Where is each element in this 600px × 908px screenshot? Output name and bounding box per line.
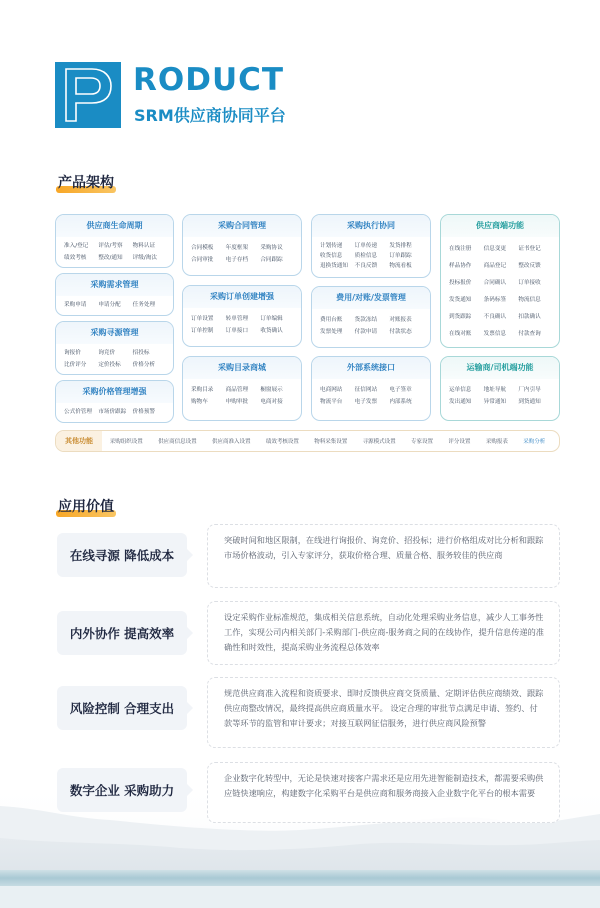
- module-card-price-management: [55, 380, 174, 423]
- module-card-external-interfaces: [311, 356, 431, 421]
- value-desc-online-sourcing: 突破时间和地区限制，在线进行询报价、询竞价、招投标；进行价格组成对比分析和跟踪市场价格波动，引入专家评分，获取价格合理、质量合格、服务较佳的供应商: [207, 524, 560, 588]
- module-card-execution: [311, 214, 431, 278]
- card-item: 条码标签: [483, 297, 507, 303]
- card-item: 公式价管理: [64, 409, 92, 415]
- module-card-billing: [311, 286, 431, 348]
- card-items: [56, 237, 173, 267]
- card-item: 准入/登记: [64, 243, 89, 249]
- card-item: 厂内引导: [518, 387, 541, 393]
- card-title: 采购执行协同: [312, 215, 430, 237]
- card-item: 对账报表: [389, 317, 412, 323]
- value-desc-collaboration: 设定采购作业标准规范，集成相关信息系统，自动化处理采购业务信息，减少人工事务性工作，实现公司内相关部门-采购部门-供应商-服务商之间的在线协作，提升信息传递的准确性和时效性，提高采购业务流程总体效率: [207, 601, 560, 665]
- card-item: 付款申请: [354, 329, 378, 335]
- card-item: 发票信息: [483, 331, 507, 337]
- card-item: 付款状态: [389, 329, 412, 335]
- module-card-supplier-lifecycle: [55, 214, 174, 268]
- card-title: 采购价格管理增强: [56, 381, 173, 403]
- card-item: 价格预警: [132, 409, 156, 415]
- logo-p-icon: [55, 62, 121, 128]
- card-item: 订单设置: [191, 316, 214, 322]
- card-item: 不良确认: [483, 314, 507, 320]
- card-title: 采购目录商城: [183, 357, 301, 379]
- card-item: 订单传递: [354, 243, 378, 249]
- value-heading: [56, 496, 116, 516]
- card-title: 运输商/司机端功能: [441, 357, 559, 379]
- card-item: 采购申请: [64, 302, 87, 308]
- module-card-purchase-demand: [55, 273, 174, 316]
- card-item: 物流信息: [518, 297, 541, 303]
- card-item: 收货确认: [260, 328, 283, 334]
- brand-subtitle: SRM供应商协同平台: [134, 106, 286, 125]
- card-items: [312, 379, 430, 411]
- card-items: [56, 344, 173, 374]
- card-item: 计划传递: [320, 243, 343, 249]
- card-item: 发票处理: [320, 329, 343, 335]
- other-function-item: 采购组织设置: [109, 439, 143, 445]
- card-item: 物料认证: [132, 243, 156, 249]
- card-item: 年度框架: [225, 245, 249, 251]
- architecture-heading: [56, 172, 116, 192]
- card-item: 不良反馈: [354, 263, 378, 269]
- value-title-collaboration: 内外协作 提高效率: [57, 611, 187, 655]
- card-title: 供应商生命周期: [56, 215, 173, 237]
- card-item: 询报价: [64, 350, 81, 356]
- card-title: 采购订单创建增强: [183, 286, 301, 308]
- card-item: 合同审批: [191, 257, 214, 263]
- card-item: 合同跟踪: [260, 257, 283, 263]
- card-item: 绩效考核: [64, 255, 87, 261]
- card-item: 订单接口: [225, 328, 249, 334]
- value-heading-text: 应用价值: [58, 499, 114, 515]
- card-item: 电子存档: [225, 257, 249, 263]
- value-desc-digital-enterprise: 企业数字化转型中，无论是快速对接客户需求还是应用先进智能制造技术，都需要采购供应链快速响应，构建数字化采购平台是供应商和服务商接入企业数字化平台的根本需要: [207, 762, 560, 823]
- card-item: 价格分析: [132, 362, 156, 368]
- card-item: 采购协议: [260, 245, 283, 251]
- module-card-supplier-portal: [440, 214, 560, 348]
- card-title: 采购寻源管理: [56, 322, 173, 344]
- card-item: 发货排程: [389, 243, 412, 249]
- other-function-item: 采购报表: [485, 439, 508, 445]
- other-function-item: 供应商信息设置: [158, 439, 197, 445]
- card-title: 采购合同管理: [183, 215, 301, 237]
- card-item: 到货通知: [518, 399, 541, 405]
- card-item: 购物车: [191, 399, 208, 405]
- value-title-digital-enterprise: 数字企业 采购助力: [57, 768, 187, 812]
- card-item: 物流看板: [389, 263, 412, 269]
- card-items: [312, 309, 430, 341]
- card-item: 电子签章: [389, 387, 412, 393]
- other-function-item: 绩效考核设置: [265, 439, 299, 445]
- card-items: [183, 379, 301, 411]
- card-title: 外部系统接口: [312, 357, 430, 379]
- card-item: 退换货通知: [320, 263, 348, 269]
- card-item: 申购审批: [225, 399, 249, 405]
- card-item: 证书登记: [518, 246, 541, 252]
- card-item: 电商网站: [320, 387, 343, 393]
- card-item: 费用台账: [320, 317, 343, 323]
- card-item: 样品协作: [449, 263, 472, 269]
- card-item: 评估/考察: [98, 243, 123, 249]
- card-items: [56, 403, 173, 421]
- other-function-item: 采购分析: [523, 439, 546, 445]
- card-item: 商品管理: [225, 387, 249, 393]
- letter-p-outline-icon: [62, 67, 114, 123]
- card-item: 运单信息: [449, 387, 472, 393]
- card-item: 地址导航: [483, 387, 507, 393]
- architecture-heading-text: 产品架构: [58, 175, 114, 191]
- card-item: 定价投标: [98, 362, 121, 368]
- other-function-item: 物料采集设置: [314, 439, 348, 445]
- card-item: 整改/通知: [98, 255, 123, 261]
- card-item: 异常通知: [483, 399, 507, 405]
- card-item: 征信网站: [354, 387, 378, 393]
- card-item: 市场价跟踪: [98, 409, 127, 415]
- card-item: 收货信息: [320, 253, 343, 259]
- card-item: 商品登记: [483, 263, 507, 269]
- card-item: 评级/淘汰: [132, 255, 157, 261]
- card-items: [312, 237, 430, 275]
- card-item: 在线对账: [449, 331, 472, 337]
- module-card-order: [182, 285, 302, 347]
- card-item: 投标报价: [449, 280, 472, 286]
- card-item: 订单接收: [518, 280, 541, 286]
- value-title-risk-control: 风险控制 合理支出: [57, 686, 187, 730]
- card-title: 费用/对账/发票管理: [312, 287, 430, 309]
- card-item: 比价评分: [64, 362, 87, 368]
- module-card-contract: [182, 214, 302, 276]
- card-item: 电商对接: [260, 399, 283, 405]
- card-item: 整改反馈: [518, 263, 541, 269]
- card-item: 发货通知: [449, 297, 472, 303]
- card-item: 询竞价: [98, 350, 116, 356]
- card-item: 付款查询: [518, 331, 541, 337]
- other-function-item: 评分设置: [448, 439, 471, 445]
- card-item: 在线注册: [449, 246, 472, 252]
- card-item: 扣款确认: [518, 314, 541, 320]
- module-card-catalog-mall: [182, 356, 302, 421]
- card-item: 订单控制: [191, 328, 214, 334]
- other-functions-label: 其他功能: [56, 431, 102, 451]
- card-items: [56, 296, 173, 314]
- brand-title: RODUCT: [133, 62, 285, 98]
- card-title: 供应商端功能: [441, 215, 559, 237]
- card-item: 内部系统: [389, 399, 412, 405]
- card-item: 任务处理: [132, 302, 156, 308]
- card-items: [183, 308, 301, 340]
- module-card-sourcing: [55, 321, 174, 375]
- card-item: 订单跟踪: [389, 253, 412, 259]
- card-item: 申请分配: [98, 302, 121, 308]
- card-item: 橱窗展示: [260, 387, 283, 393]
- card-item: 订单编辑: [260, 316, 283, 322]
- card-item: 合同模板: [191, 245, 214, 251]
- card-item: 转单管理: [225, 316, 249, 322]
- other-function-item: 供应商准入设置: [211, 439, 251, 445]
- other-function-item: 寻源模式设置: [362, 439, 396, 445]
- card-item: 合同确认: [483, 280, 507, 286]
- value-title-online-sourcing: 在线寻源 降低成本: [57, 533, 187, 577]
- card-item: 物流平台: [320, 399, 343, 405]
- card-items: [441, 237, 559, 343]
- card-title: 采购需求管理: [56, 274, 173, 296]
- card-item: 信息变更: [483, 246, 507, 252]
- card-items: [441, 379, 559, 411]
- card-item: 采购目录: [191, 387, 214, 393]
- other-functions-items: [102, 437, 559, 445]
- module-card-carrier-portal: [440, 356, 560, 421]
- card-item: 招投标: [132, 350, 150, 356]
- card-item: 到货跟踪: [449, 314, 472, 320]
- other-functions-bar: [55, 430, 560, 452]
- value-desc-risk-control: 规范供应商准入流程和资质要求、即时反馈供应商交货质量、定期评估供应商绩效、跟踪供应商整改情况，最终提高供应商质量水平。 设定合理的审批节点满足申请、签约、付款等环节的监管和审计要求；对接互联网征信服务，进行供应商风险预警: [207, 677, 560, 748]
- card-item: 发出通知: [449, 399, 472, 405]
- card-item: 货款冻结: [354, 317, 378, 323]
- other-function-item: 专家设置: [411, 439, 434, 445]
- card-item: 电子发票: [354, 399, 378, 405]
- card-items: [183, 237, 301, 269]
- card-item: 质检信息: [354, 253, 378, 259]
